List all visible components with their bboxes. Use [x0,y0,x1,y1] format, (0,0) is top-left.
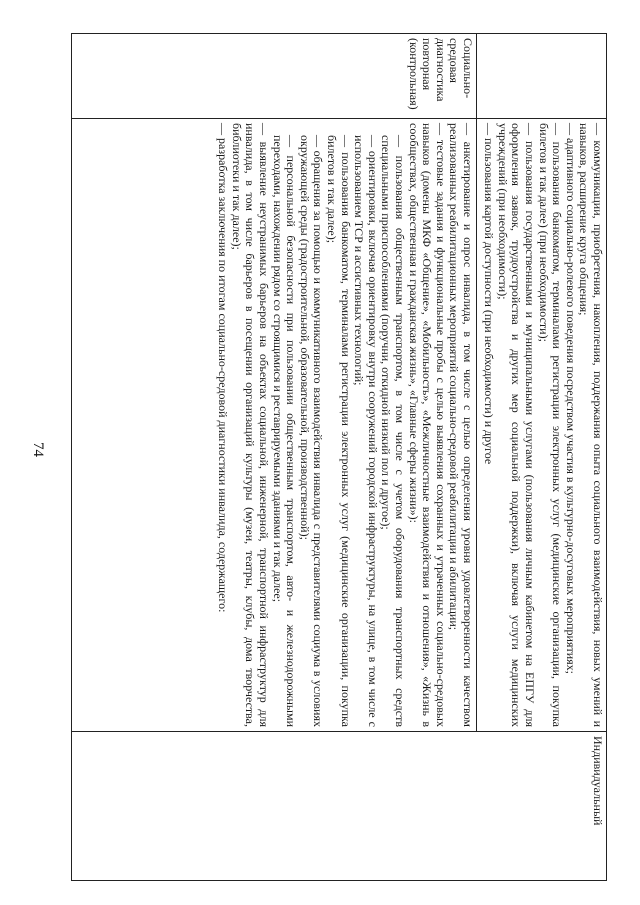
list-item: — пользования банкоматом, терминалами регистрации электронных услуг (медицинские организации, покупка билетов и так далее) (при необходимости); [536,123,565,727]
table-cell-form: Индивидуальный [72,732,607,881]
table-cell-stage [477,34,607,119]
list-item: — выявление неустранимых барьеров на объектах социальной, инженерной, транспортной инфраструктур для инвалида, в том числе барьеров в посещении организаций культуры (музеи, театры, клубы, дома творчества, библиотеки и так далее); [229,123,272,727]
list-item: — тестовые задания и функциональные пробы с целью выявления сохранных и утраченных социально-средовых навыков (домены МКФ «Общение», «Мобильность», «Межличностные взаимодействия и отношения», «Жизнь в сообществах, общественная и гражданская жизнь», «Главные сферы жизни»): [406,123,448,727]
list-item: — анкетирование и опрос инвалида, в том числе с целью определения уровня удовлетворенности качеством реализованных реабилитационных мероприятий социально-средовой реабилитации и абилитации; [447,123,475,727]
list-subitem: — персональной безопасности при пользовании общественным транспортом, авто- и железнодорожными переходами, нахождении рядом со строящимися и реставрируемыми зданиями и так далее; [270,135,299,727]
list-subitem: — ориентировки, включая ориентировку внутри сооружений городской инфраструктуры, на улице, в том числе с использованием ТСР и ассистивных технологий; [352,135,380,727]
list-subitem: — обращения за помощью и коммуникативного взаимодействия инвалида с представителями социума в условиях окружающей среды (градостроительной, образовательной, производственной); [297,135,326,727]
table-row [477,34,607,881]
list-item: — разработка заключения по итогам социально-средовой диагностики инвалида, содержащего: [216,123,231,613]
rehabilitation-table [71,33,607,881]
list-subitem: — пользования общественным транспортом, в том числе с учетом оборудования транспортных средств специальными приспособлениями (поручни, откидной низкий пол и другое); [379,135,408,727]
list-item: — коммуникации, приобретения, накопления, поддержания опыта социального взаимодействия, новых умений и навыков, расширение круга общения; [577,123,605,727]
list-item: — пользования государственными и муниципальными услугами (пользования личным кабинетом на ЕПГУ для оформления заявок, трудоустройства и других мер социальной поддержки), включая услуги медицинских учреждений (при необходимости); [495,123,538,727]
page-number: 74 [30,442,46,457]
list-item: — адаптивного социально-ролевого поведения посредством участия в культурно-досуговых мероприятиях; [563,123,578,674]
document-table-rotated [71,33,607,871]
table-cell-content [477,119,607,732]
table-cell-content [72,119,477,732]
table-cell-stage: Социально-средовая диагностика повторная (контрольная) [72,34,477,119]
list-item: — пользования картой доступности (при необходимости) и другое [482,123,497,465]
list-subitem: — пользования банкоматом, терминалами регистрации электронных услуг (медицинские организации, покупка билетов и так далее); [325,135,353,727]
